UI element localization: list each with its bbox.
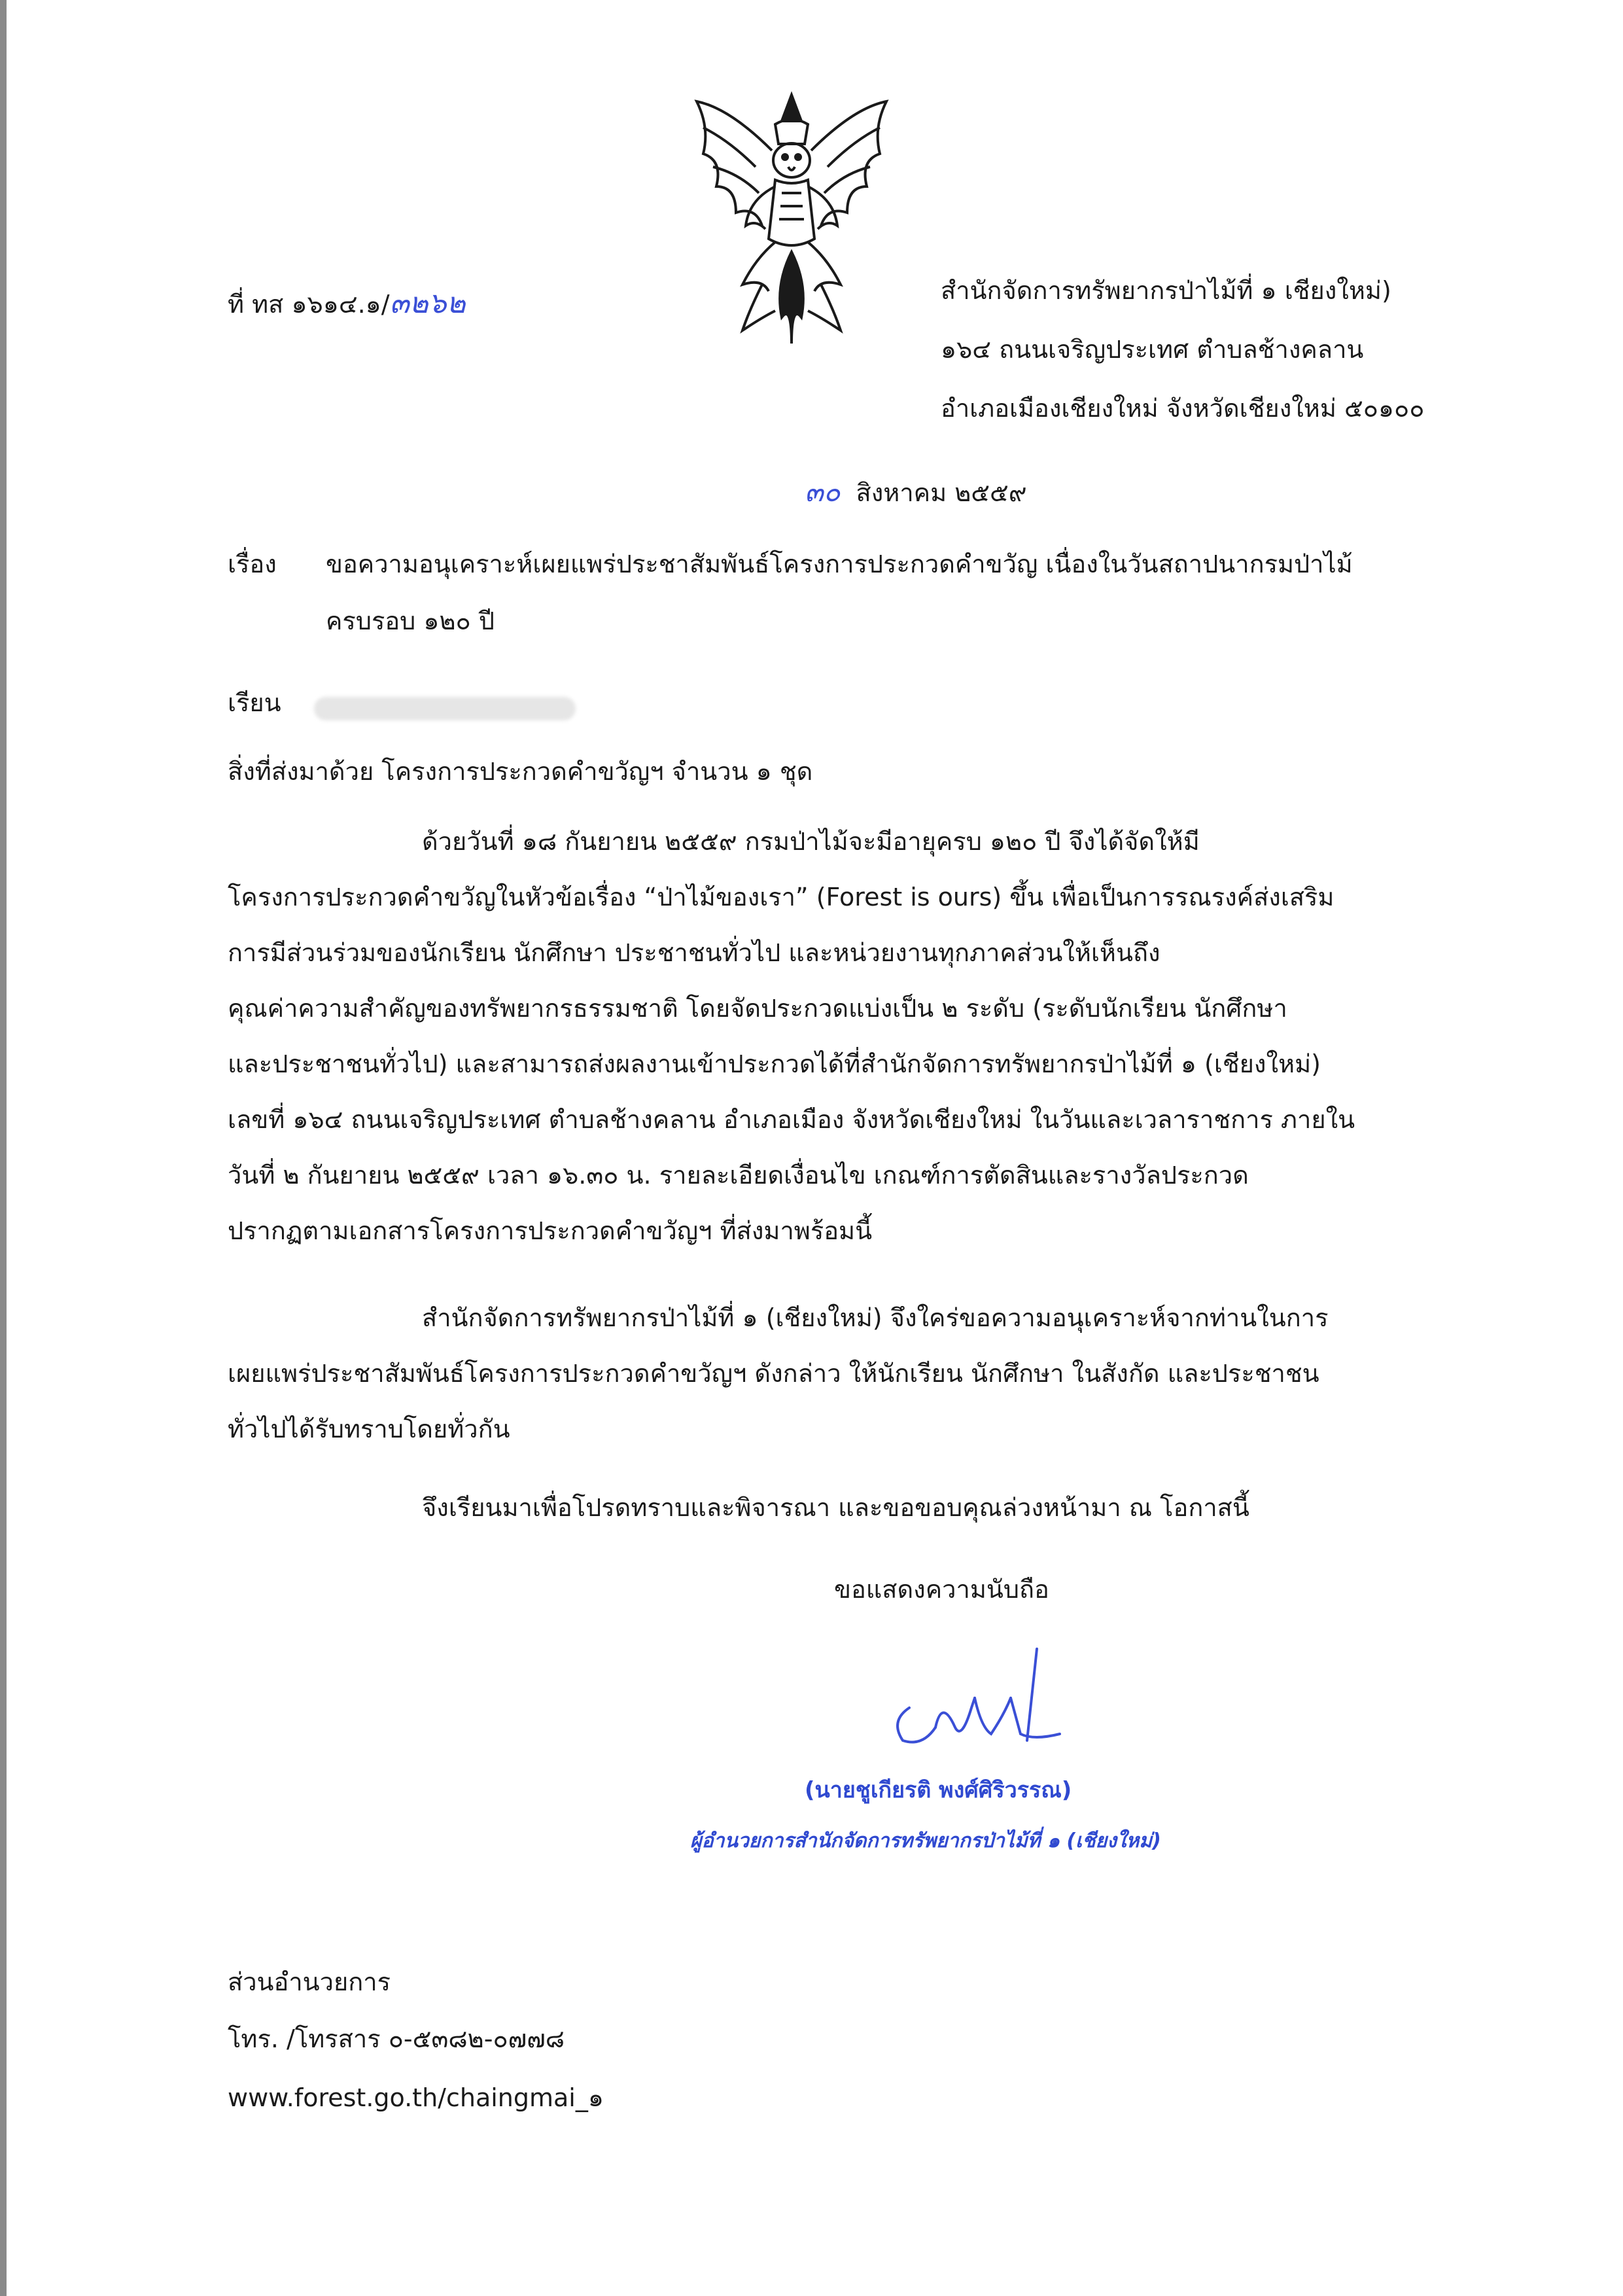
paragraph1-line6: เลขที่ ๑๖๔ ถนนเจริญประเทศ ตำบลช้างคลาน อำเภอเมือง จังหวัดเชียงใหม่ ในวันและเวลาราชการ ภายใน [228, 1105, 1355, 1134]
paragraph2-line2: เผยแพร่ประชาสัมพันธ์โครงการประกวดคำขวัญฯ ดังกล่าว ให้นักเรียน นักศึกษา ในสังกัด และประชาชน [228, 1359, 1319, 1388]
reference-number [228, 288, 466, 320]
paragraph1-line5: และประชาชนทั่วไป) และสามารถส่งผลงานเข้าประกวดได้ที่สำนักจัดการทรัพยากรป่าไม้ที่ ๑ (เชียงใหม่) [228, 1050, 1321, 1078]
paragraph1-line1: ด้วยวันที่ ๑๘ กันยายน ๒๕๕๙ กรมป่าไม้จะมีอายุครบ ๑๒๐ ปี จึงได้จัดให้มี [422, 827, 1200, 856]
addressee-redacted [314, 697, 576, 720]
paragraph1-line4: คุณค่าความสำคัญของทรัพยากรธรรมชาติ โดยจัดประกวดแบ่งเป็น ๒ ระดับ (ระดับนักเรียน นักศึกษา [228, 994, 1287, 1023]
footer-phone: โทร. /โทรสาร ๐-๕๓๘๒-๐๗๗๘ [228, 2024, 565, 2053]
paragraph1-line2: โครงการประกวดคำขวัญในหัวข้อเรื่อง “ป่าไม้ของเรา” (Forest is ours) ขึ้น เพื่อเป็นการรณรงค์ส่งเสริม [228, 883, 1335, 911]
signatory-position-stamp: ผู้อำนวยการสำนักจัดการทรัพยากรป่าไม้ที่ ๑ (เชียงใหม่) [690, 1829, 1161, 1852]
subject-line1: ขอความอนุเคราะห์เผยแพร่ประชาสัมพันธ์โครงการประกวดคำขวัญ เนื่องในวันสถาปนากรมป่าไม้ [326, 550, 1353, 578]
office-address-line3: อำเภอเมืองเชียงใหม่ จังหวัดเชียงใหม่ ๕๐๑๐๐ [941, 394, 1425, 423]
garuda-emblem-icon [684, 88, 899, 350]
reference-printed: ที่ ทส ๑๖๑๔.๑/ [228, 290, 390, 319]
date-month-year: สิงหาคม ๒๕๕๙ [856, 478, 1027, 507]
paragraph3: จึงเรียนมาเพื่อโปรดทราบและพิจารณา และขอขอบคุณล่วงหน้ามา ณ โอกาสนี้ [422, 1493, 1249, 1522]
signature [864, 1636, 1099, 1754]
addressee-label: เรียน [228, 688, 281, 717]
paragraph1-line8: ปรากฏตามเอกสารโครงการประกวดคำขวัญฯ ที่ส่งมาพร้อมนี้ [228, 1216, 873, 1245]
closing: ขอแสดงความนับถือ [834, 1575, 1049, 1604]
scan-edge [0, 0, 7, 2296]
reference-handwritten: ๓๒๖๒ [389, 287, 466, 320]
paragraph2-line3: ทั่วไปได้รับทราบโดยทั่วกัน [228, 1415, 510, 1443]
footer-department: ส่วนอำนวยการ [228, 1968, 391, 1996]
subject-line2: ครบรอบ ๑๒๐ ปี [326, 607, 495, 635]
paragraph1-line3: การมีส่วนร่วมของนักเรียน นักศึกษา ประชาชนทั่วไป และหน่วยงานทุกภาคส่วนให้เห็นถึง [228, 938, 1161, 967]
paragraph2-line1: สำนักจัดการทรัพยากรป่าไม้ที่ ๑ (เชียงใหม่) จึงใคร่ขอความอนุเคราะห์จากท่านในการ [422, 1303, 1329, 1332]
office-address-line2: ๑๖๔ ถนนเจริญประเทศ ตำบลช้างคลาน [941, 335, 1364, 364]
enclosure: สิ่งที่ส่งมาด้วย โครงการประกวดคำขวัญฯ จำนวน ๑ ชุด [228, 757, 813, 786]
paragraph1-line7: วันที่ ๒ กันยายน ๒๕๕๙ เวลา ๑๖.๓๐ น. รายละเอียดเงื่อนไข เกณฑ์การตัดสินและรางวัลประกวด [228, 1161, 1249, 1190]
letter-date [805, 476, 1027, 508]
date-day-handwritten: ๓๐ [805, 476, 841, 508]
signatory-name-stamp: (นายชูเกียรติ พงศ์ศิริวรรณ) [805, 1777, 1072, 1803]
subject-label: เรื่อง [228, 550, 277, 578]
footer-website: www.forest.go.th/chaingmai_๑ [228, 2083, 604, 2112]
office-address-line1: สำนักจัดการทรัพยากรป่าไม้ที่ ๑ เชียงใหม่) [941, 276, 1391, 305]
